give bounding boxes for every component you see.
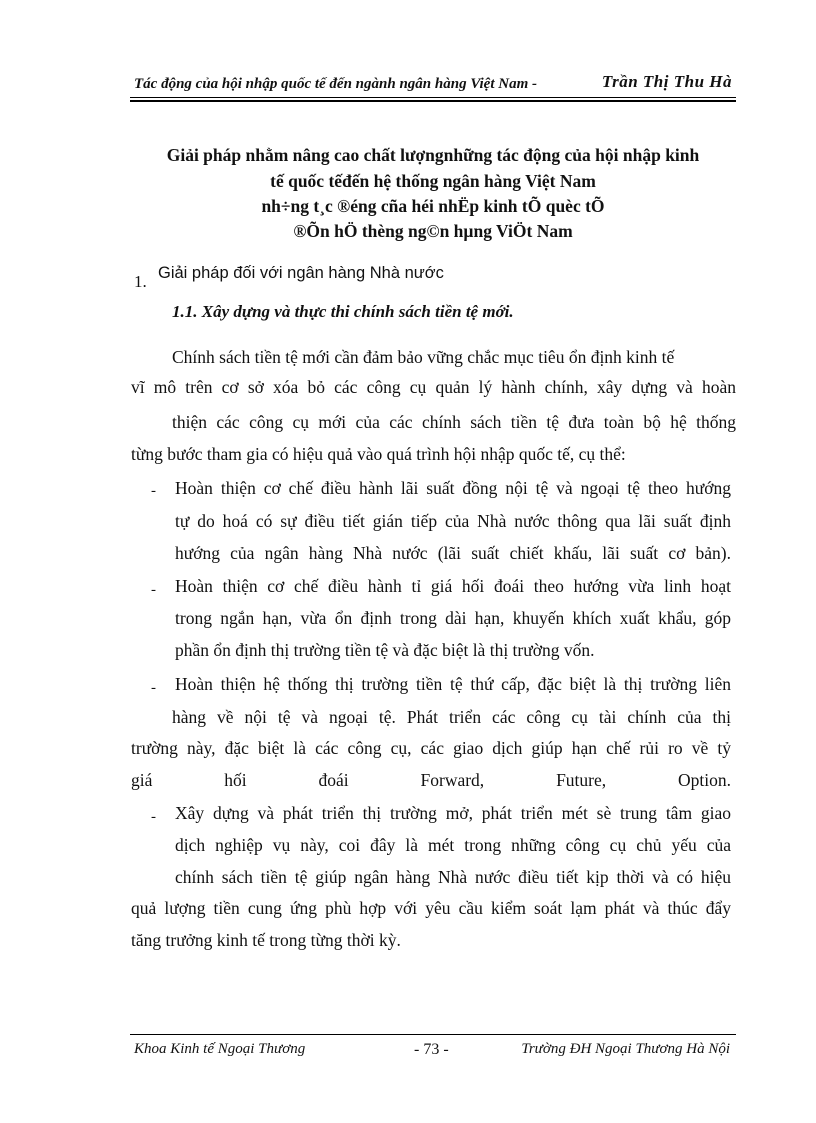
list-item-line: tự do hoá có sự điều tiết gián tiếp của Nhà nước thông qua lãi suất định xyxy=(175,511,731,531)
bullet-marker: - xyxy=(151,809,156,825)
bullet-marker: - xyxy=(151,582,156,598)
list-item-line: Hoàn thiện cơ chế điều hành tỉ giá hối đoái theo hướng vừa linh hoạt xyxy=(175,576,731,596)
section-heading: Giải pháp đối với ngân hàng Nhà nước xyxy=(158,264,444,282)
paragraph-line: Chính sách tiền tệ mới cần đảm bảo vững chắc mục tiêu ổn định kinh tế xyxy=(172,347,675,367)
paragraph-line: thiện các công cụ mới của các chính sách tiền tệ đưa toàn bộ hệ thống xyxy=(172,412,736,432)
paragraph-line: từng bước tham gia có hiệu quả vào quá trình hội nhập quốc tế, cụ thể: xyxy=(131,444,626,464)
running-header-author: Trần Thị Thu Hà xyxy=(601,72,732,91)
footer-faculty: Khoa Kinh tế Ngoại Thương xyxy=(134,1041,306,1057)
list-item-line: hàng về nội tệ và ngoại tệ. Phát triển các công cụ tài chính của thị xyxy=(172,707,731,727)
list-item-line: tăng trưởng kinh tế trong từng thời kỳ. xyxy=(131,930,401,950)
header-divider xyxy=(130,97,736,98)
subsection-heading: 1.1. Xây dựng và thực thi chính sách tiền tệ mới. xyxy=(172,302,514,321)
running-header-title: Tác động của hội nhập quốc tế đến ngành ngân hàng Việt Nam - xyxy=(134,76,537,92)
paragraph-line: vĩ mô trên cơ sở xóa bỏ các công cụ quản lý hành chính, xây dựng và hoàn xyxy=(131,377,736,397)
list-item-line: hướng của ngân hàng Nhà nước (lãi suất chiết khấu, lãi suất cơ bản). xyxy=(175,543,731,563)
list-item-line: trong ngắn hạn, vừa ổn định trong dài hạn, khuyến khích xuất khẩu, góp xyxy=(175,608,731,628)
list-item-line: Xây dựng và phát triển thị trường mở, phát triển mét sè trung tâm giao xyxy=(175,803,731,823)
list-item-line: phần ổn định thị trường tiền tệ và đặc biệt là thị trường vốn. xyxy=(175,640,595,660)
list-item-line: Hoàn thiện cơ chế điều hành lãi suất đồng nội tệ và ngoại tệ theo hướng xyxy=(175,478,731,498)
footer-divider xyxy=(130,1034,736,1035)
section-number: 1. xyxy=(134,272,147,291)
document-title-line-3: nh÷ng t¸c ®éng cña héi nhËp kinh tÕ quèc tÕ xyxy=(261,196,605,216)
list-item-line: chính sách tiền tệ giúp ngân hàng Nhà nước điều tiết kịp thời và có hiệu xyxy=(175,867,731,887)
page-number: - 73 - xyxy=(414,1041,449,1058)
list-item-line: Hoàn thiện hệ thống thị trường tiền tệ thứ cấp, đặc biệt là thị trường liên xyxy=(175,674,731,694)
bullet-marker: - xyxy=(151,680,156,696)
bullet-marker: - xyxy=(151,483,156,499)
list-item-line: dịch nghiệp vụ này, coi đây là mét trong những công cụ chủ yếu của xyxy=(175,835,731,855)
document-title-line-4: ®Õn hÖ thèng ng©n hµng ViÖt Nam xyxy=(293,221,573,241)
list-item-line: quả lượng tiền cung ứng phù hợp với yêu cầu kiểm soát lạm phát và thúc đẩy xyxy=(131,898,731,918)
document-title-line-1: Giải pháp nhằm nâng cao chất lượngnhững tác động của hội nhập kinh xyxy=(166,145,700,165)
footer-university: Trường ĐH Ngoại Thương Hà Nội xyxy=(521,1041,730,1057)
list-item-line: giá hối đoái Forward, Future, Option. xyxy=(131,770,731,790)
list-item-line: trường này, đặc biệt là các công cụ, các giao dịch giúp hạn chế rủi ro về tỷ xyxy=(131,738,731,758)
header-divider-thick xyxy=(130,100,736,102)
document-title-line-2: tế quốc tếđến hệ thống ngân hàng Việt Nam xyxy=(270,171,596,191)
